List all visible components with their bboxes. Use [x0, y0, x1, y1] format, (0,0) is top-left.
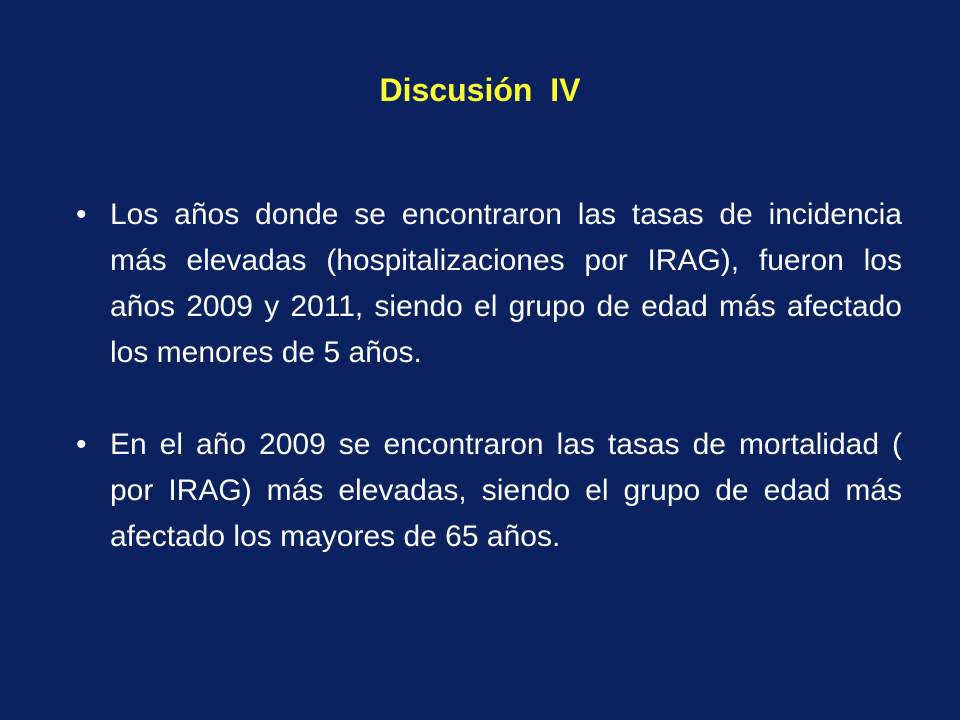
- bullet-item: [72, 422, 902, 560]
- bullet-text: Los años donde se encontraron las tasas de incidencia más elevadas (hospitalizaciones por IRAG), fueron los años 2009 y 2011, siendo el grupo de edad más afectado los menores de 5 años.: [110, 198, 902, 369]
- bullet-list: [72, 192, 902, 560]
- slide-title: Discusión IV: [379, 72, 581, 108]
- bullet-icon: •: [76, 428, 87, 461]
- bullet-text: En el año 2009 se encontraron las tasas de mortalidad ( por IRAG) más elevadas, siendo el grupo de edad más afectado los mayores de 65 años.: [110, 428, 902, 553]
- bullet-item: [72, 192, 902, 376]
- bullet-icon: •: [76, 198, 87, 231]
